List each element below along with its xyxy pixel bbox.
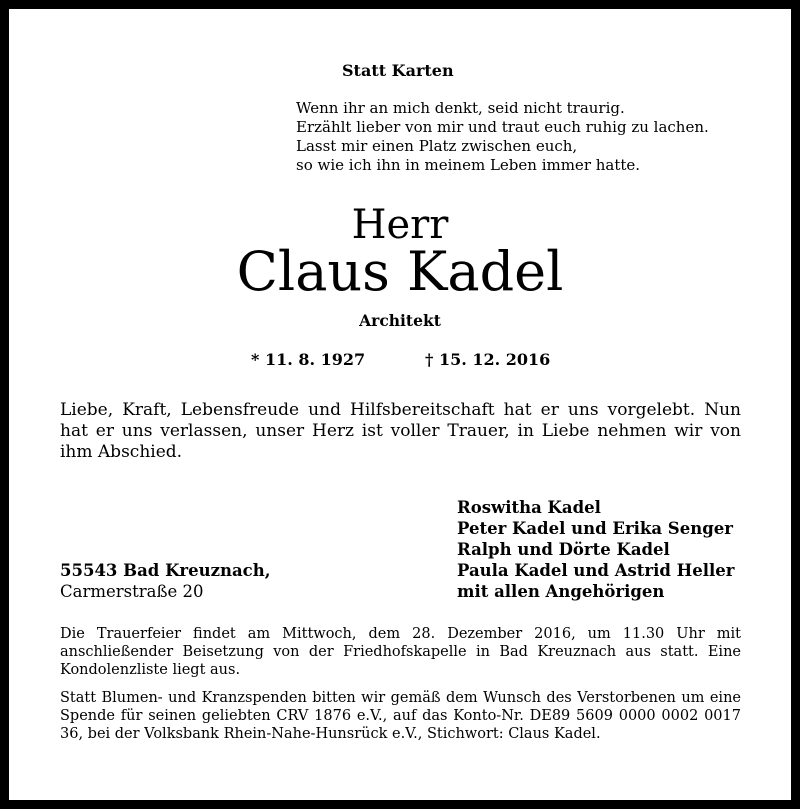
tribute-text: Liebe, Kraft, Lebensfreude und Hilfsbereitschaft hat er uns vorgelebt. Nun hat er uns verlassen, unser Herz ist voller Trauer, in Liebe nehmen wir von ihm Abschied. — [60, 400, 741, 462]
birth-date: * 11. 8. 1927 — [251, 350, 366, 369]
poem-line: Lasst mir einen Platz zwischen euch, — [296, 137, 578, 155]
death-date: † 15. 12. 2016 — [425, 350, 551, 369]
poem — [296, 99, 709, 175]
address-street: Carmerstraße 20 — [60, 582, 204, 601]
donation-info: Statt Blumen- und Kranzspenden bitten wir gemäß dem Wunsch des Verstorbenen um eine Spende für seinen geliebten CRV 1876 e.V., auf das Konto-Nr. DE89 5609 0000 0002 0017 36, bei der Volksbank Rhein-Nahe-Hunsrück e.V., Stichwort: Claus Kadel. — [60, 690, 741, 742]
poem-line: Wenn ihr an mich denkt, seid nicht traurig. — [296, 99, 625, 117]
mourner-line: Ralph und Dörte Kadel — [457, 540, 670, 559]
salutation: Herr — [351, 202, 449, 248]
poem-line: Erzählt lieber von mir und traut euch ruhig zu lachen. — [296, 118, 709, 136]
mourner-line: mit allen Angehörigen — [457, 582, 665, 601]
funeral-info: Die Trauerfeier findet am Mittwoch, dem 28. Dezember 2016, um 11.30 Uhr mit anschließender Beisetzung von der Friedhofskapelle in Bad Kreuznach aus statt. Eine Kondolenzliste liegt aus. — [60, 626, 741, 678]
mourner-line: Peter Kadel und Erika Senger — [457, 519, 733, 538]
deceased-name: Claus Kadel — [236, 240, 564, 303]
profession: Architekt — [359, 311, 441, 330]
address-city: 55543 Bad Kreuznach, — [60, 561, 271, 580]
poem-line: so wie ich ihn in meinem Leben immer hatte. — [296, 156, 641, 174]
mourner-line: Roswitha Kadel — [457, 498, 601, 517]
mourner-line: Paula Kadel und Astrid Heller — [457, 561, 735, 580]
statt-karten-heading: Statt Karten — [342, 61, 454, 80]
address — [60, 560, 270, 602]
mourners-list — [457, 497, 734, 602]
